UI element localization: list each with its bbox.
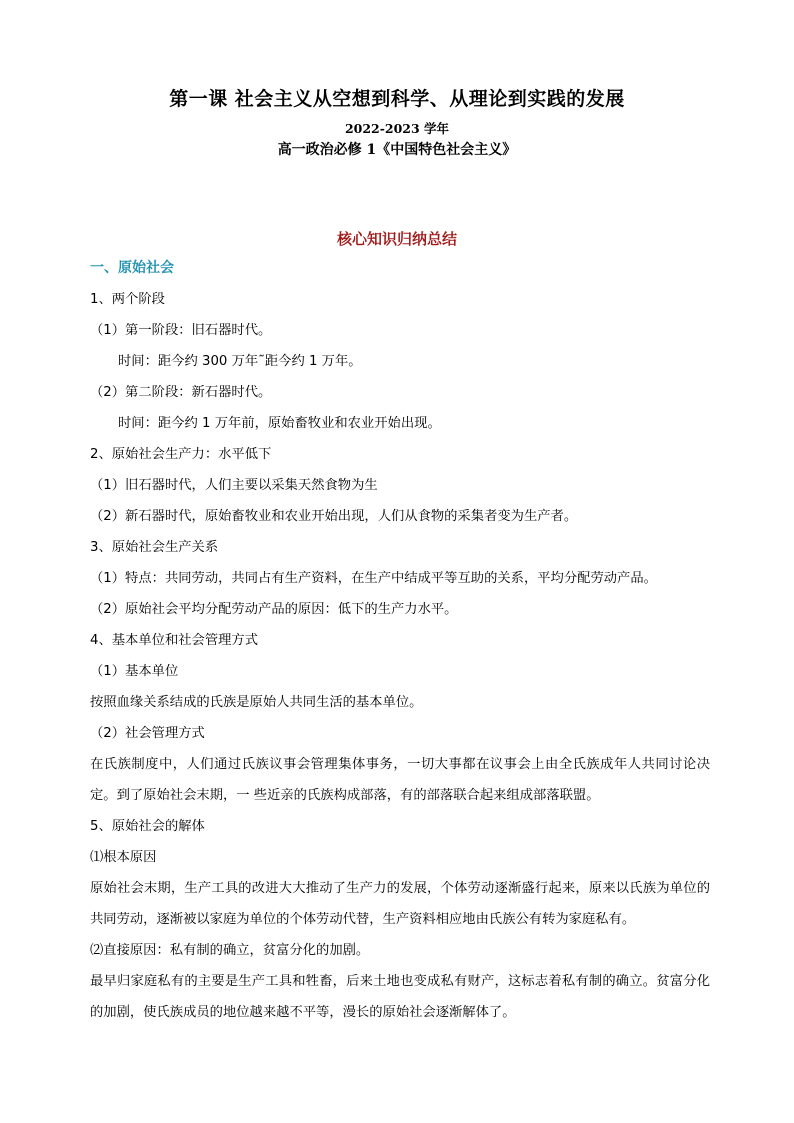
- sub-point: （1）特点：共同劳动，共同占有生产资料，在生产中结成平等互助的关系，平均分配劳动产品。: [90, 571, 657, 586]
- paragraph: 最早归家庭私有的主要是生产工具和牲畜，后来土地也变成私有财产，这标志着私有制的确立。贫富分化的加剧，使氏族成员的地位越来越不平等，漫长的原始社会逐渐解体了。: [90, 974, 710, 1020]
- lesson-title: 第一课 社会主义从空想到科学、从理论到实践的发展: [169, 88, 625, 110]
- sub-point: （2）原始社会平均分配劳动产品的原因：低下的生产力水平。: [90, 602, 458, 617]
- course-name: 高一政治必修 1《中国特色社会主义》: [277, 142, 517, 158]
- point-heading: 2、原始社会生产力：水平低下: [90, 447, 272, 462]
- point-heading: 5、原始社会的解体: [90, 819, 205, 834]
- section-heading: 一、原始社会: [90, 260, 174, 276]
- school-year: 2022-2023 学年: [344, 121, 450, 136]
- sub-point-detail: 时间：距今约 300 万年˜距今约 1 万年。: [118, 354, 362, 369]
- sub-point: ⑵直接原因：私有制的确立，贫富分化的加剧。: [90, 943, 370, 958]
- sub-point-detail: 时间：距今约 1 万年前，原始畜牧业和农业开始出现。: [118, 416, 441, 431]
- summary-heading: 核心知识归纳总结: [336, 230, 457, 248]
- sub-point: （2）新石器时代，原始畜牧业和农业开始出现，人们从食物的采集者变为生产者。: [90, 509, 578, 524]
- point-heading: 4、基本单位和社会管理方式: [90, 633, 259, 648]
- sub-point: （1）基本单位: [90, 664, 179, 679]
- sub-point: ⑴根本原因: [90, 850, 157, 865]
- content-body: [90, 253, 710, 1028]
- paragraph: 在氏族制度中，人们通过氏族议事会管理集体事务，一切大事都在议事会上由全氏族成年人共同讨论决定。到了原始社会末期，一 些近亲的氏族构成部落，有的部落联合起来组成部落联盟。: [90, 757, 710, 803]
- sub-point: （2）第二阶段：新石器时代。: [90, 385, 272, 400]
- paragraph: 按照血缘关系结成的氏族是原始人共同生活的基本单位。: [90, 695, 423, 710]
- paragraph: 原始社会末期，生产工具的改进大大推动了生产力的发展，个体劳动逐渐盛行起来，原来以氏族为单位的共同劳动，逐渐被以家庭为单位的个体劳动代替，生产资料相应地由氏族公有转为家庭私有。: [90, 881, 710, 927]
- sub-point: （1）第一阶段：旧石器时代。: [90, 323, 272, 338]
- point-heading: 1、两个阶段: [90, 292, 165, 307]
- point-heading: 3、原始社会生产关系: [90, 540, 219, 555]
- sub-point: （1）旧石器时代，人们主要以采集天然食物为生: [90, 478, 378, 493]
- sub-point: （2）社会管理方式: [90, 726, 205, 741]
